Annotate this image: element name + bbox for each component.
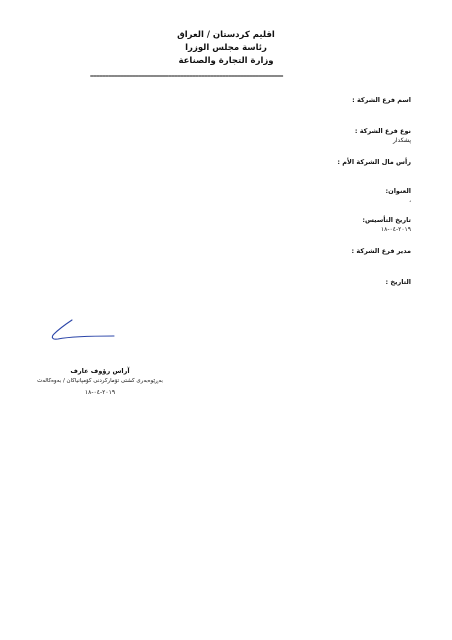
- address-field: [386, 187, 411, 204]
- capital-label: رأس مال الشركة الأم :: [337, 158, 411, 166]
- date-field: [386, 278, 412, 286]
- manager-field: [352, 247, 411, 255]
- branch-type-field: [355, 127, 411, 144]
- separator-line: ================================================================: [90, 74, 283, 80]
- branch-type-label: نوع فرع الشركة :: [354, 127, 411, 135]
- founding-date-field: [362, 216, 411, 233]
- header-region: اقليم كردستان / العراق: [177, 30, 275, 40]
- header-council: رئاسة مجلس الوزرا: [185, 43, 267, 53]
- date-label: التاريخ :: [385, 278, 411, 286]
- capital-field: [337, 158, 411, 166]
- founding-date-label: تاريخ التأسيس:: [362, 216, 411, 224]
- signer-title: بەڕێوەبەری کشتی تۆمارکردنی کۆمپانیاکان / بەوەکالەت: [37, 378, 163, 384]
- header-ministry: وزارة التجارة والصناعة: [178, 56, 274, 66]
- branch-name-field: [352, 96, 411, 104]
- signer-date: ٢٠١٩-٠٤-١٨: [84, 389, 116, 396]
- address-label: العنوان:: [385, 187, 411, 195]
- branch-name-label: اسم فرع الشركة :: [352, 96, 411, 104]
- signature-scribble: [46, 318, 116, 344]
- branch-type-value: پشكدار: [392, 137, 411, 144]
- address-value: ،: [409, 197, 411, 204]
- signer-name: آراس رؤوف عارف: [70, 367, 130, 375]
- founding-date-value: ٢٠١٩-٠٤-١٨: [380, 226, 411, 233]
- manager-label: مدير فرع الشركة :: [351, 247, 411, 255]
